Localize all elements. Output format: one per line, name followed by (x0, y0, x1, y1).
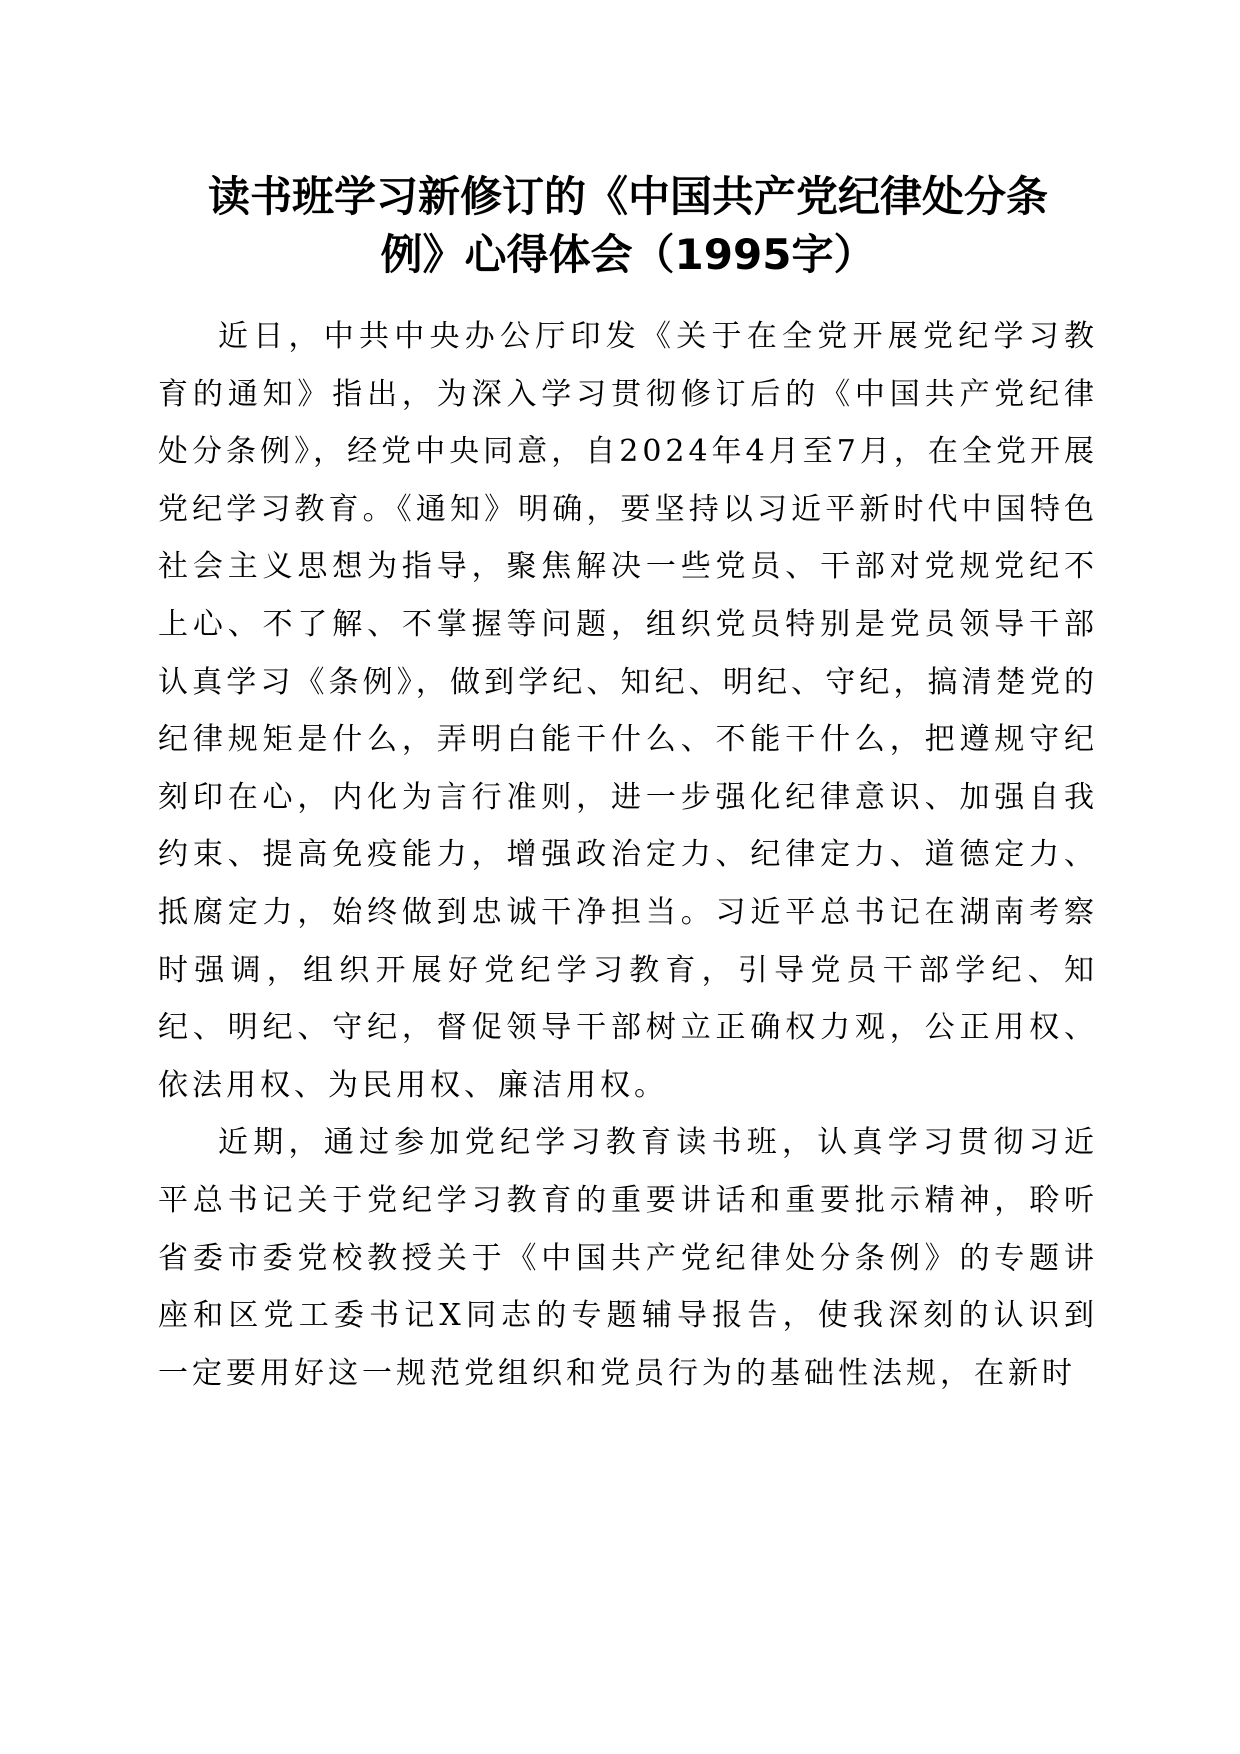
title-line-1: 读书班学习新修订的《中国共产党纪律处分条 (207, 172, 1048, 221)
title-line-2: 例》心得体会（1995字） (380, 230, 876, 279)
paragraph-2: 近期，通过参加党纪学习教育读书班，认真学习贯彻习近平总书记关于党纪学习教育的重要讲话和重要批示精神，聆听省委市委党校教授关于《中国共产党纪律处分条例》的专题讲座和区党工委书记X同志的专题辅导报告，使我深刻的认识到一定要用好这一规范党组织和党员行为的基础性法规，在新时 (158, 1125, 1098, 1391)
paragraph-1: 近日，中共中央办公厅印发《关于在全党开展党纪学习教育的通知》指出，为深入学习贯彻修订后的《中国共产党纪律处分条例》，经党中央同意，自2024年4月至7月，在全党开展党纪学习教育。《通知》明确，要坚持以习近平新时代中国特色社会主义思想为指导，聚焦解决一些党员、干部对党规党纪不上心、不了解、不掌握等问题，组织党员特别是党员领导干部认真学习《条例》，做到学纪、知纪、明纪、守纪，搞清楚党的纪律规矩是什么，弄明白能干什么、不能干什么，把遵规守纪刻印在心，内化为言行准则，进一步强化纪律意识、加强自我约束、提高免疫能力，增强政治定力、纪律定力、道德定力、抵腐定力，始终做到忠诚干净担当。习近平总书记在湖南考察时强调，组织开展好党纪学习教育，引导党员干部学纪、知纪、明纪、守纪，督促领导干部树立正确权力观，公正用权、依法用权、为民用权、廉洁用权。 (158, 319, 1098, 1103)
document-body (158, 308, 1098, 1402)
document-page (158, 168, 1098, 1402)
document-title (158, 168, 1098, 284)
